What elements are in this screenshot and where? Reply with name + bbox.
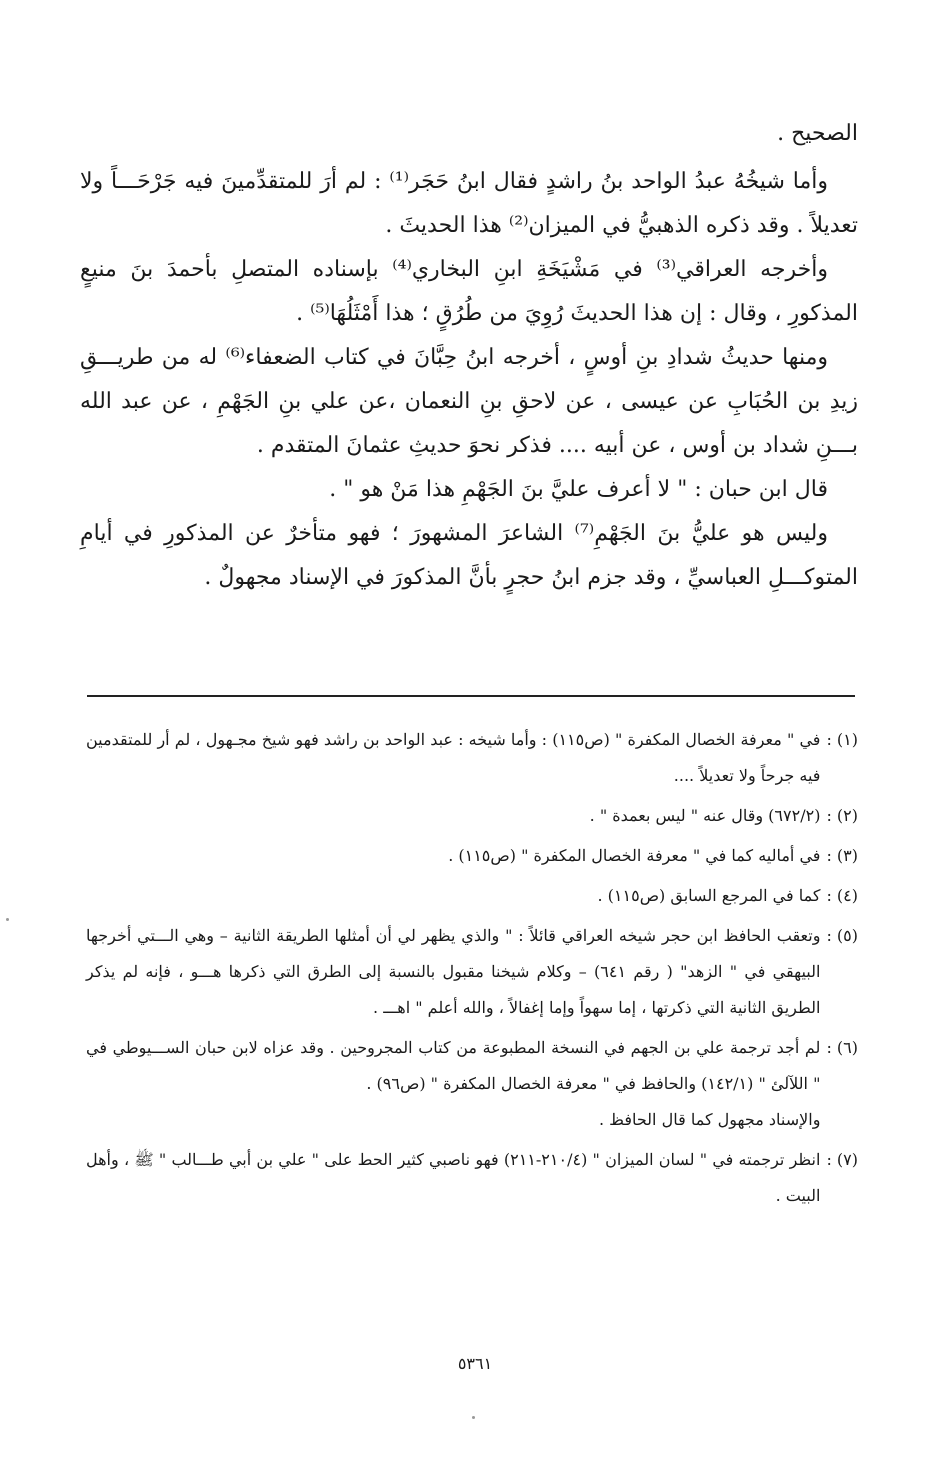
paragraph-1: الصحيح . <box>777 121 858 146</box>
scan-speck <box>6 918 9 921</box>
footnote-number: (١) : <box>826 730 858 749</box>
footnote-number: (٤) : <box>826 886 858 905</box>
footnote-text <box>86 838 820 874</box>
footnote-5 <box>86 918 858 1026</box>
footnote-text <box>86 722 820 794</box>
footnote-number: (٢) : <box>826 806 858 825</box>
footnote-line: (٦٧٢/٢) وقال عنه " ليس بعمدة " . <box>589 806 821 825</box>
paragraph-5: قال ابن حبان : " لا أعرف عليَّ بنَ الجَهْمِ هذا مَنْ هو " . <box>329 477 828 502</box>
footnote-line: في أماليه كما في " معرفة الخصال المكفرة " (ص١١٥) . <box>448 846 821 865</box>
footnote-number: (٣) : <box>826 846 858 865</box>
footnotes <box>86 722 858 1218</box>
paragraph-3: وأخرجه العراقي⁽³⁾ في مَشْيَخَةِ ابنِ البخاري⁽⁴⁾ بإسناده المتصلِ بأحمدَ بنَ منيعٍ المذكورِ ، وقال : إن هذا الحديثَ رُوِيَ من طُرُقٍ ؛ هذا أَمْثَلُهَا⁽⁵⁾ . <box>80 257 858 326</box>
footnote-text <box>86 878 820 914</box>
paragraph-2: وأما شيخُهُ عبدُ الواحد بنُ راشدٍ فقال ابنُ حَجَر⁽¹⁾ : لم أرَ للمتقدِّمينَ فيه جَرْحَـــاً ولا تعديلاً . وقد ذكره الذهبيُّ في الميزان⁽²⁾ هذا الحديثَ . <box>80 169 858 238</box>
footnote-2 <box>86 798 858 834</box>
footnote-line: في " معرفة الخصال المكفرة " (ص١١٥) : وأما شيخه : عبد الواحد بن راشد فهو شيخ مجـهول ، لم أر للمتقدمين فيه جرحاً ولا تعديلاً .... <box>86 730 821 785</box>
paragraph-4: ومنها حديثُ شدادِ بنِ أوسٍ ، أخرجه ابنُ حِبَّانَ في كتاب الضعفاء⁽⁶⁾ له من طريـــقِ زيدِ بن الحُبَابِ عن عيسى ، عن لاحقِ بنِ النعمان ،عن علي بنِ الجَهْمِ ، عن عبد الله بـــنِ شداد بن أوس ، عن أبيه .... فذكر نحوَ حديثِ عثمانَ المتقدم . <box>80 345 858 458</box>
footnote-text <box>86 798 820 834</box>
footnote-text <box>86 1142 820 1214</box>
footnote-4 <box>86 878 858 914</box>
footnote-divider <box>87 695 855 697</box>
footnote-1 <box>86 722 858 794</box>
footnote-text <box>86 918 820 1026</box>
footnote-7 <box>86 1142 858 1214</box>
footnote-number: (٦) : <box>826 1038 858 1057</box>
footnote-number: (٥) : <box>826 926 858 945</box>
scan-speck <box>472 1416 475 1419</box>
footnote-line: انظر ترجمته في " لسان الميزان " (٢١٠/٤-٢١١) فهو ناصبي كثير الحط على " علي بن أبي طـــالب " ﷺ ، وأهل البيت . <box>86 1150 821 1205</box>
paragraph-6: وليس هو عليُّ بنَ الجَهْمِ⁽⁷⁾ الشاعرَ المشهورَ ؛ فهو متأخرٌ عن المذكورِ في أيامِ المتوكـــلِ العباسيِّ ، وقد جزم ابنُ حجرٍ بأنَّ المذكورَ في الإسناد مجهولٌ . <box>80 521 858 590</box>
footnote-line: لم أجد ترجمة علي بن الجهم في النسخة المطبوعة من كتاب المجروحين . وقد عزاه لابن حبان الســـيوطي في " اللآلئ " (١٤٢/١) والحافظ في " معرفة الخصال المكفرة " (ص٩٦) . <box>86 1038 821 1093</box>
main-text <box>80 112 858 600</box>
footnote-line: كما في المرجع السابق (ص١١٥) . <box>597 886 821 905</box>
footnote-text <box>86 1030 820 1138</box>
footnote-number: (٧) : <box>826 1150 858 1169</box>
footnote-6 <box>86 1030 858 1138</box>
footnote-line: والإسناد مجهول كما قال الحافظ . <box>598 1110 821 1129</box>
footnote-3 <box>86 838 858 874</box>
page-number: ٥٣٦١ <box>457 1354 493 1373</box>
footnote-line: وتعقب الحافظ ابن حجر شيخه العراقي قائلاً : " والذي يظهر لي أن أمثلها الطريقة الثانية – وهي الـــتي أخرجها البيهقي في " الزهد" ( رقم ٦٤١) – وكلام شيخنا مقبول بالنسبة إلى الطرق التي ذكرها هـــو ، فإنه لم يذكر الطريق الثانية التي ذكرتها ، إما سهواً وإما إغفالاً ، والله أعلم " اهـــ . <box>86 926 821 1017</box>
